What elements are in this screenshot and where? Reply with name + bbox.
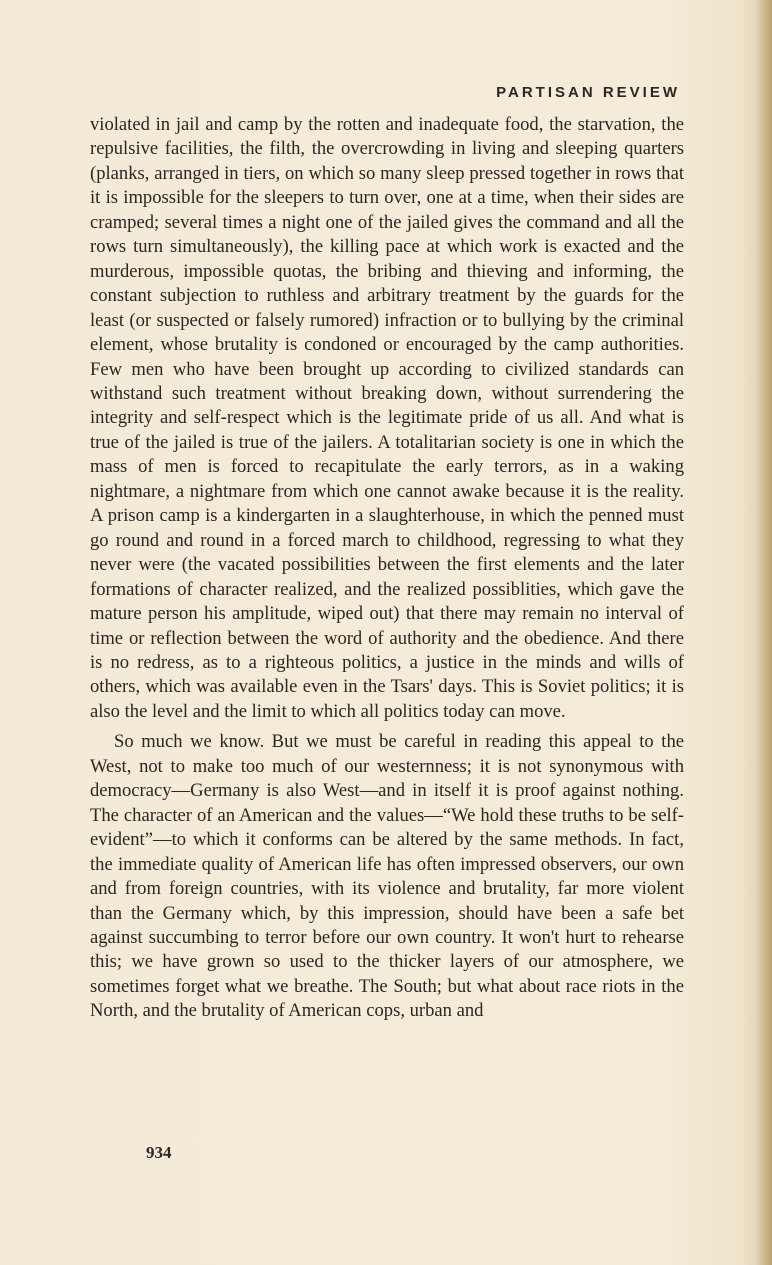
article-body: [90, 113, 684, 1024]
paragraph-2: So much we know. But we must be careful in reading this appeal to the West, not to make too much of our westernness; it is not synonymous with democracy—Germany is also West—and in itself it is proof against nothing. The character of an American and the values—“We hold these truths to be self-evident”—to which it conforms can be altered by the same methods. In fact, the immediate quality of American life has often impressed observers, our own and from foreign countries, with its violence and brutality, far more violent than the Germany which, by this impression, should have been a safe bet against succumbing to terror before our own country. It won't hurt to rehearse this; we have grown so used to the thicker layers of our atmosphere, we sometimes forget what we breathe. The South; but what about race riots in the North, and the brutality of American cops, urban and: [90, 731, 684, 1022]
paragraph-1: violated in jail and camp by the rotten and inadequate food, the starvation, the repulsive facilities, the filth, the overcrowding in living and sleeping quarters (planks, arranged in tiers, on which so many sleep pressed together in rows that it is impossible for the sleepers to turn over, one at a time, when their sides are cramped; several times a night one of the jailed gives the command and all the rows turn simultaneously), the killing pace at which work is exacted and the murderous, impossible quotas, the bribing and thieving and informing, the constant subjection to ruthless and arbitrary treatment by the guards for the least (or suspected or falsely rumored) infraction or to bullying by the criminal element, whose brutality is condoned or encouraged by the camp authorities. Few men who have been brought up according to civilized standards can withstand such treatment without breaking down, without surrendering the integrity and self-respect which is the legitimate pride of us all. And what is true of the jailed is true of the jailers. A totalitarian society is one in which the mass of men is forced to recapitulate the early terrors, as in a waking nightmare, a nightmare from which one cannot awake because it is the reality. A prison camp is a kindergarten in a slaughterhouse, in which the penned must go round and round in a forced march to childhood, regressing to what they never were (the vacated possibilities between the first elements and the later formations of character realized, and the realized possiblities, which gave the mature person his amplitude, wiped out) that there may remain no interval of time or reflection between the word of authority and the obedience. And there is no redress, as to a righteous politics, a justice in the minds and wills of others, which was available even in the Tsars' days. This is Soviet politics; it is also the level and the limit to which all politics today can move.: [90, 114, 684, 722]
page-edge-shadow: [756, 0, 772, 1265]
page-number: 934: [146, 1143, 172, 1162]
running-header: PARTISAN REVIEW: [496, 84, 680, 101]
